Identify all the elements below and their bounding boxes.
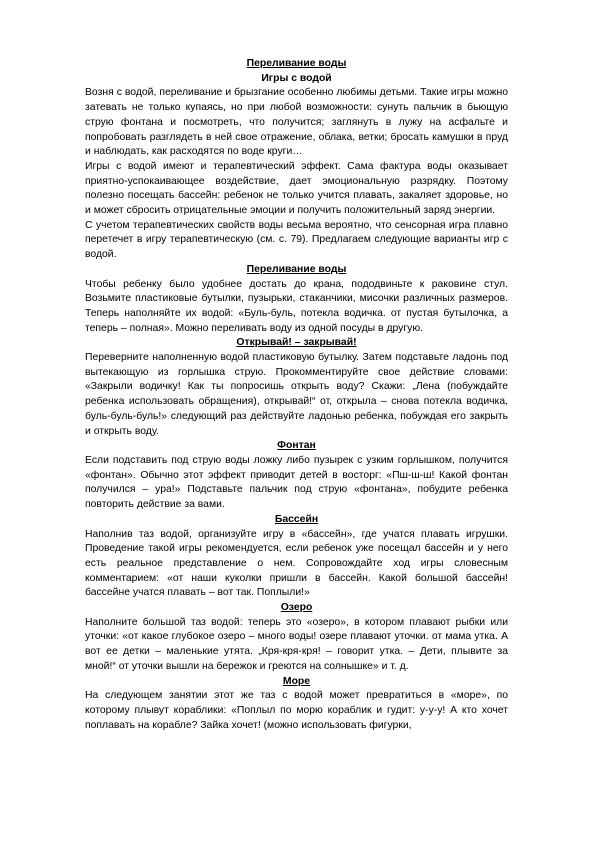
section-text-pouring: Чтобы ребенку было удобнее достать до крана, пододвиньте к раковине стул. Возьмите пластиковые бутылки, пузырьки, стаканчики, мисочки различных размеров. Теперь наполняйте их водой: «Буль-буль, потекла водичка. от пустая бутылочка, а теперь – полная». Можно переливать воду из одной посуды в другую. xyxy=(85,278,508,334)
intro-paragraph-2: Игры с водой имеют и терапевтический эффект. Сама фактура воды оказывает приятно-успокаивающее воздействие, дает эмоциональную разрядку. Поэтому полезно посещать бассейн: ребенок не только учится плавать, закаляет здоровье, но и может сбросить отрицательные эмоции и получить положительный заряд энергии. xyxy=(85,160,508,217)
section-heading-open-close: Открывай! – закрывай! xyxy=(236,337,357,349)
section-text-open-close: Переверните наполненную водой пластиковую бутылку. Затем подставьте ладонь под вытекающую из горлышка струю. Прокомментируйте свое действие словами: «Закрыли водичку! Как ты попросишь открыть воду? Скажи: „Лена (побуждайте ребенка использовать обращения), открывай!“ от, открыла – снова потекла водичка, буль-буль-буль!» следующий раз действуйте ладонью ребенка, побуждая его закрыть и открыть воду. xyxy=(85,352,508,437)
doc-title: Переливание воды xyxy=(246,58,347,69)
section-text-pool: Наполнив таз водой, организуйте игру в «бассейн», где учатся плавать игрушки. Проведение такой игры рекомендуется, если ребенок уже посещал бассейн и у него есть реальное представление о нем. Сопровождайте ход игры словесным комментарием: «от наши куколки пришли в бассейн. Какой большой бассейн! бассейне учатся плавать – вот так. Поплыли!» xyxy=(85,528,508,599)
document-page xyxy=(85,57,508,733)
section-text-lake: Наполните большой таз водой: теперь это «озеро», в котором плавают рыбки или уточки: «от какое глубокое озеро – много воды! озере плавают уточки. от мама утка. А вот ее детки – маленькие утята. „Кря-кря-кря! – говорит утка. – Дети, плывите за мной!“ от уточки вышли на бережок и греются на солнышке» и т. д. xyxy=(85,616,508,672)
intro-paragraph-1: Возня с водой, переливание и брызгание особенно любимы детьми. Такие игры можно затевать не только купаясь, но при любой возможности: сунуть пальчик в бьющую струю фонтана и посмотреть, что получится; заглянуть в лужу на асфальте и попробовать разглядеть в ней свое отражение, облака, ветки; бросать камушки в пруд и наблюдать, как расходятся по воде круги… xyxy=(85,87,508,158)
section-heading-pool: Бассейн xyxy=(274,513,319,525)
section-heading-sea: Море xyxy=(282,675,311,687)
section-text-fountain: Если подставить под струю воды ложку либо пузырек с узким горлышком, получится «фонтан». Обычно этот эффект приводит детей в восторг: «Пш-ш-ш! Какой фонтан получился – ура!» Подставьте пальчик под струю «фонтана», побудите ребенка повторить действие за вами. xyxy=(85,454,508,511)
section-heading-pouring: Переливание воды xyxy=(246,263,347,275)
doc-subtitle: Игры с водой xyxy=(261,72,332,84)
section-heading-lake: Озеро xyxy=(280,602,313,614)
section-text-sea: На следующем занятии этот же таз с водой может превратиться в «море», по которому плывут кораблики: «Поплыл по морю кораблик и гудит: у-у-у! А кто хочет поплавать на корабле? Зайка хочет! (можно использовать фигурки, xyxy=(85,690,508,731)
intro-paragraph-3: С учетом терапевтических свойств воды весьма вероятно, что сенсорная игра плавно перетечет в игру терапевтическую (см. с. 79). Предлагаем следующие варианты игр с водой. xyxy=(85,219,508,261)
section-heading-fountain: Фонтан xyxy=(277,440,316,452)
